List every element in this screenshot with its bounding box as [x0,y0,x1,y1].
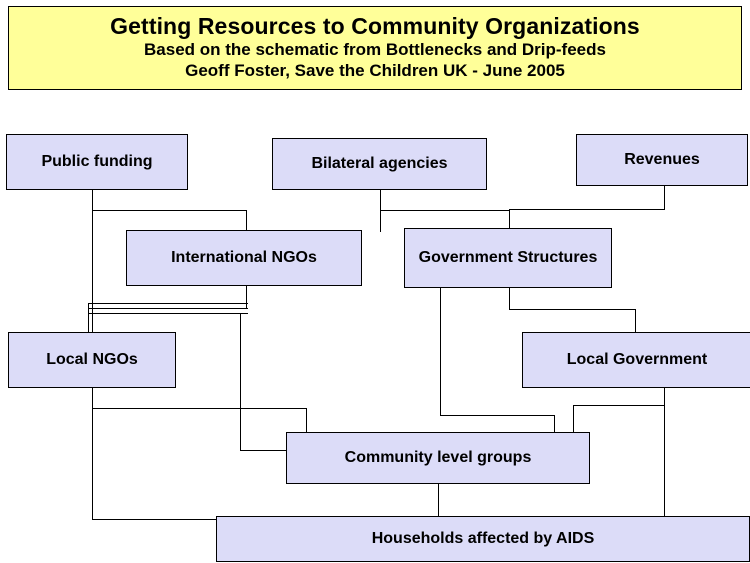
title-banner [8,6,742,90]
title-line-secondary: Based on the schematic from Bottlenecks and Drip-feeds [144,40,606,60]
edge-intl-to-community-v [240,313,241,451]
node-local-ngos-label: Local NGOs [46,350,138,368]
edge-intl-to-community-h [240,450,288,451]
edge-public-to-local-ngos [92,300,93,334]
node-local-government-label: Local Government [566,350,708,368]
edge-intl-stem-left [246,286,247,308]
edge-bilateral-stem [380,190,381,232]
title-line-attribution: Geoff Foster, Save the Children UK - June 2005 [185,60,565,80]
node-bilateral-agencies[interactable] [272,138,487,190]
edge-intl-bus-riser [88,303,89,335]
edge-localngos-to-community-v [306,408,307,434]
edge-gov-to-community-h [440,415,555,416]
node-community-level-groups-label: Community level groups [344,448,532,466]
edge-localgov-to-community-v [573,405,574,433]
edge-revenues-stem [664,186,665,210]
edge-revenues-to-gov-h [509,209,665,210]
edge-gov-to-community-drop [554,415,555,433]
node-international-ngos[interactable] [126,230,362,286]
node-households-affected-by-aids[interactable] [216,516,750,562]
node-public-funding-label: Public funding [41,152,153,170]
node-community-level-groups[interactable] [286,432,590,484]
edge-intl-bus-2 [88,308,248,309]
node-government-structures-label: Government Structures [418,248,598,266]
edge-intl-bus-1 [88,303,248,304]
node-local-ngos[interactable] [8,332,176,388]
node-bilateral-agencies-label: Bilateral agencies [311,154,448,172]
edge-public-to-intl-v [246,210,247,232]
edge-community-to-households [438,484,439,516]
edge-localngos-to-community-h [92,408,307,409]
node-revenues-label: Revenues [624,150,700,168]
node-public-funding[interactable] [6,134,188,190]
edge-bilateral-to-gov-v [509,210,510,230]
edge-gov-to-localgov-h [509,309,636,310]
edge-gov-to-localgov-drop [635,309,636,334]
edge-localgov-stem [664,388,665,520]
edge-public-to-intl-h [92,210,247,211]
edge-gov-to-localgov-v [509,288,510,310]
title-line-primary: Getting Resources to Community Organizations [110,13,640,40]
node-local-government[interactable] [522,332,750,388]
node-government-structures[interactable] [404,228,612,288]
edge-bilateral-to-gov-h [380,210,510,211]
edge-gov-to-community-v [440,288,441,416]
edge-public-funding-stem [92,190,93,308]
node-international-ngos-label: International NGOs [171,248,317,266]
edge-localngos-to-households [92,519,220,520]
edge-localgov-to-community-h [573,405,665,406]
edge-intl-bus-3 [88,313,248,314]
node-revenues[interactable] [576,134,748,186]
node-households-affected-by-aids-label: Households affected by AIDS [371,529,595,547]
